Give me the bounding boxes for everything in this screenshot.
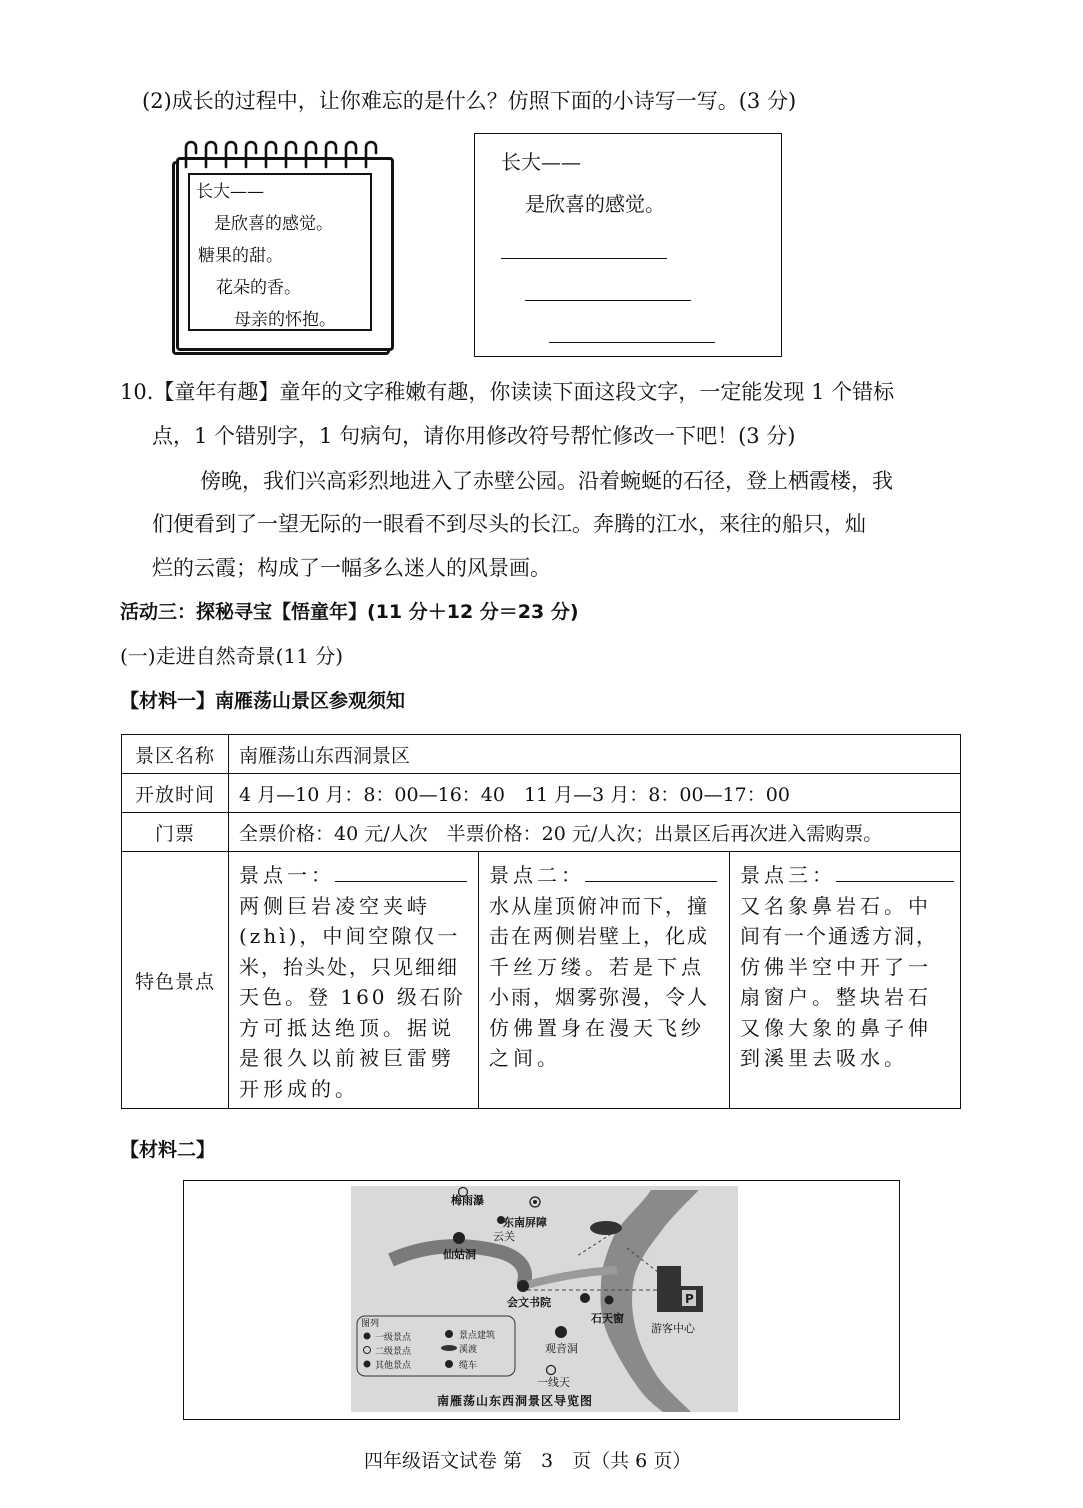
value-ticket: 全票价格：40 元/人次 半票价格：20 元/人次；出景区后再次进入需购票。 — [229, 813, 961, 852]
spot-1-label: 景点一： — [239, 863, 335, 887]
answer-line-2: 是欣喜的感觉。 — [525, 192, 665, 216]
spot-1-text: 是很久以前被巨雷劈 — [239, 1046, 455, 1070]
spot-2-text: 千丝万缕。若是下点 — [489, 954, 705, 979]
legend-other: 其他景点 — [375, 1361, 412, 1371]
spot-1-text: 天色。登 160 级石阶 — [239, 985, 466, 1009]
map-label-stone-window: 石天窗 — [591, 1312, 624, 1325]
legend-building: 景点建筑 — [459, 1331, 496, 1341]
label-open-hours: 开放时间 — [122, 774, 229, 813]
q10-passage-line-3: 烂的云霞；构成了一幅多么迷人的风景画。 — [152, 556, 551, 580]
spot-2-text: 小雨，烟雾弥漫，令人 — [489, 985, 709, 1009]
map-label-guanyin-cave: 观音洞 — [545, 1342, 578, 1355]
calendar-line-1: 长大—— — [196, 182, 264, 202]
map-label-meiyu-falls: 梅雨瀑 — [451, 1194, 484, 1207]
question-10-line-2: 点，1 个错别字，1 句病句，请你用修改符号帮忙修改一下吧！(3 分) — [152, 424, 796, 448]
map-caption: 南雁荡山东西洞景区导览图 — [437, 1394, 594, 1408]
map-label-huiwen-academy: 会文书院 — [507, 1296, 551, 1309]
label-scenic-name: 景区名称 — [122, 735, 229, 774]
spot-3-text: 又名象鼻岩石。中 — [740, 893, 932, 918]
answer-blank-3[interactable] — [549, 342, 715, 343]
label-ticket: 门票 — [122, 813, 229, 852]
activity-3-heading: 活动三：探秘寻宝【悟童年】(11 分＋12 分＝23 分) — [120, 601, 579, 623]
spot-2-text: 击在两侧岩壁上，化成 — [489, 924, 709, 948]
spot-3-text: 又像大象的鼻子伸 — [740, 1015, 932, 1040]
featured-spots — [229, 852, 960, 1108]
calendar-line-5: 母亲的怀抱。 — [234, 310, 336, 330]
spot-3 — [730, 852, 961, 1108]
question-10-line-1: 10.【童年有趣】童年的文字稚嫩有趣，你读读下面这段文字，一定能发现 1 个错标 — [120, 380, 895, 404]
spot-2-blank[interactable] — [585, 867, 717, 882]
map-label-yixiantian: 一线天 — [537, 1376, 570, 1389]
calendar-line-4: 花朵的香。 — [216, 278, 301, 298]
q10-passage-line-2: 们便看到了一望无际的一眼看不到尽头的长江。奔腾的江水，来往的船只，灿 — [152, 512, 866, 536]
spot-2-label: 景点二： — [489, 863, 585, 887]
value-open-hours: 4 月—10 月：8：00—16：40 11 月—3 月：8：00—17：00 — [229, 774, 961, 813]
section-1-heading: (一)走进自然奇景(11 分) — [120, 644, 344, 668]
answer-box — [474, 133, 782, 357]
spot-3-text: 到溪里去吸水。 — [740, 1046, 908, 1070]
map-label-visitor-center: 游客中心 — [651, 1322, 695, 1335]
spot-3-text: 扇窗户。整块岩石 — [740, 985, 932, 1009]
scenic-map — [351, 1186, 738, 1412]
calendar-illustration — [172, 137, 390, 347]
spot-2 — [479, 852, 730, 1108]
svg-text:P: P — [685, 1292, 694, 1306]
legend-level-1: 一级景点 — [375, 1333, 412, 1343]
map-legend-title: 图列 — [361, 1319, 380, 1329]
map-label-yunguan: 云关 — [493, 1230, 515, 1243]
answer-line-1: 长大—— — [501, 150, 581, 174]
answer-blank-2[interactable] — [525, 300, 691, 301]
spot-1-text: 两侧巨岩凌空夹峙 — [239, 893, 431, 918]
value-scenic-name: 南雁荡山东西洞景区 — [229, 735, 961, 774]
legend-ferry: 溪渡 — [459, 1345, 478, 1355]
page-footer: 四年级语文试卷 第 3 页（共 6 页） — [364, 1450, 692, 1472]
calendar-line-2: 是欣喜的感觉。 — [214, 214, 333, 234]
spot-2-text: 之间。 — [489, 1046, 561, 1070]
map-label-southeast-barrier: 东南屏障 — [503, 1216, 547, 1229]
spot-1-text: 方可抵达绝顶。据说 — [239, 1015, 455, 1040]
spot-3-text: 间有一个通透方洞， — [740, 924, 938, 948]
spot-3-label: 景点三： — [740, 863, 836, 887]
spot-3-blank[interactable] — [836, 867, 954, 882]
calendar-rings-icon — [172, 137, 390, 173]
material-1-title: 【材料一】南雁荡山景区参观须知 — [120, 690, 406, 712]
label-featured-spots: 特色景点 — [122, 852, 229, 1109]
scenic-info-table — [121, 734, 961, 1109]
spot-1-blank[interactable] — [335, 867, 467, 882]
spot-3-text: 仿佛半空中开了一 — [740, 954, 932, 979]
spot-2-text: 水从崖顶俯冲而下，撞 — [489, 893, 709, 918]
question-9-2: (2)成长的过程中，让你难忘的是什么？仿照下面的小诗写一写。(3 分) — [142, 89, 797, 113]
spot-1 — [229, 852, 479, 1108]
material-2-title: 【材料二】 — [120, 1139, 216, 1161]
spot-1-text: 开形成的。 — [239, 1076, 359, 1101]
q10-passage-line-1: 傍晚，我们兴高彩烈地进入了赤壁公园。沿着蜿蜒的石径，登上栖霞楼，我 — [200, 469, 893, 493]
answer-blank-1[interactable] — [501, 258, 667, 259]
legend-level-2: 二级景点 — [375, 1347, 412, 1357]
spot-2-text: 仿佛置身在漫天飞纱 — [489, 1015, 705, 1040]
calendar-line-3: 糖果的甜。 — [198, 246, 283, 266]
spot-1-text: 米，抬头处，只见细细 — [239, 954, 459, 979]
map-label-xiangu-cave: 仙姑洞 — [443, 1248, 476, 1261]
spot-1-text: (zhì)，中间空隙仅一 — [239, 924, 461, 948]
legend-cable-car: 缆车 — [459, 1361, 478, 1371]
